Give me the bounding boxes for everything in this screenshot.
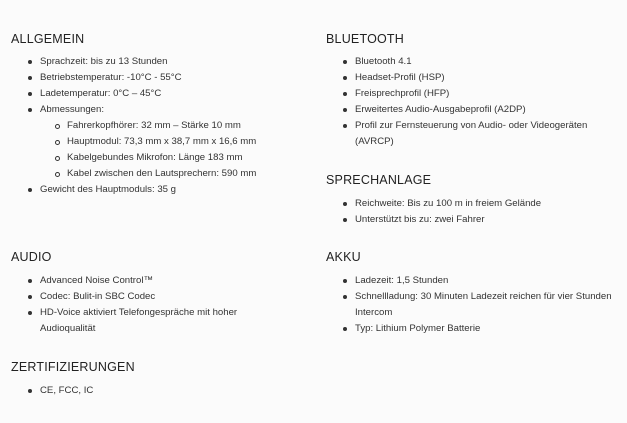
section-sprechanlage (326, 172, 626, 228)
section-audio (11, 249, 311, 337)
section-allgemein (11, 31, 311, 198)
list-item: Freisprechprofil (HFP) (326, 86, 626, 102)
bullet-icon (28, 311, 32, 315)
bullet-icon (343, 92, 347, 96)
bullet-icon (343, 295, 347, 299)
bullet-icon (28, 76, 32, 80)
bullet-icon (343, 279, 347, 283)
section-bluetooth (326, 31, 626, 150)
circle-bullet-icon (55, 172, 60, 177)
list-item: Ladezeit: 1,5 Stunden (326, 273, 626, 289)
bullet-icon (28, 279, 32, 283)
sub-list-item: Kabel zwischen den Lautsprechern: 590 mm (11, 166, 311, 182)
list-item: Gewicht des Hauptmoduls: 35 g (11, 182, 311, 198)
list-item: Profil zur Fernsteuerung von Audio- oder Videogeräten (AVRCP) (326, 118, 623, 150)
bluetooth-list (326, 54, 626, 150)
bullet-icon (28, 389, 32, 393)
sprechanlage-list (326, 196, 626, 228)
list-item: Ladetemperatur: 0°C – 45°C (11, 86, 311, 102)
list-item: Advanced Noise Control™ (11, 273, 311, 289)
list-item: Typ: Lithium Polymer Batterie (326, 321, 626, 337)
list-item: CE, FCC, IC (11, 383, 311, 399)
list-item: Abmessungen: (11, 102, 311, 118)
bullet-icon (343, 76, 347, 80)
circle-bullet-icon (55, 124, 60, 129)
list-item: Codec: Bulit-in SBC Codec (11, 289, 311, 305)
bullet-icon (343, 60, 347, 64)
bullet-icon (28, 60, 32, 64)
circle-bullet-icon (55, 156, 60, 161)
bullet-icon (343, 124, 347, 128)
section-zertifizierungen (11, 359, 311, 399)
list-item: Unterstützt bis zu: zwei Fahrer (326, 212, 626, 228)
bullet-icon (343, 108, 347, 112)
list-item: Sprachzeit: bis zu 13 Stunden (11, 54, 311, 70)
bullet-icon (343, 218, 347, 222)
zertifizierungen-list (11, 383, 311, 399)
bullet-icon (343, 327, 347, 331)
section-title-zertifizierungen: ZERTIFIZIERUNGEN (11, 360, 135, 374)
list-item: Reichweite: Bis zu 100 m in freiem Gelände (326, 196, 626, 212)
section-title-akku: AKKU (326, 250, 361, 264)
list-item: Betriebstemperatur: -10°C - 55°C (11, 70, 311, 86)
section-title-audio: AUDIO (11, 250, 52, 264)
list-item: Headset-Profil (HSP) (326, 70, 626, 86)
sub-list-item: Kabelgebundes Mikrofon: Länge 183 mm (11, 150, 311, 166)
sub-list-item: Fahrerkopfhörer: 32 mm – Stärke 10 mm (11, 118, 311, 134)
list-item: Bluetooth 4.1 (326, 54, 626, 70)
bullet-icon (343, 202, 347, 206)
audio-list (11, 273, 311, 337)
akku-list (326, 273, 626, 337)
bullet-icon (28, 92, 32, 96)
section-title-allgemein: ALLGEMEIN (11, 32, 85, 46)
bullet-icon (28, 295, 32, 299)
circle-bullet-icon (55, 140, 60, 145)
bullet-icon (28, 188, 32, 192)
section-akku (326, 249, 626, 337)
allgemein-list (11, 54, 311, 198)
list-item: HD-Voice aktiviert Telefongespräche mit hoher Audioqualität (11, 305, 255, 337)
list-item: Erweitertes Audio-Ausgabeprofil (A2DP) (326, 102, 626, 118)
list-item: Schnellladung: 30 Minuten Ladezeit reichen für vier Stunden Intercom (326, 289, 623, 321)
sub-list-item: Hauptmodul: 73,3 mm x 38,7 mm x 16,6 mm (11, 134, 311, 150)
section-title-bluetooth: BLUETOOTH (326, 32, 404, 46)
bullet-icon (28, 108, 32, 112)
section-title-sprechanlage: SPRECHANLAGE (326, 173, 432, 187)
